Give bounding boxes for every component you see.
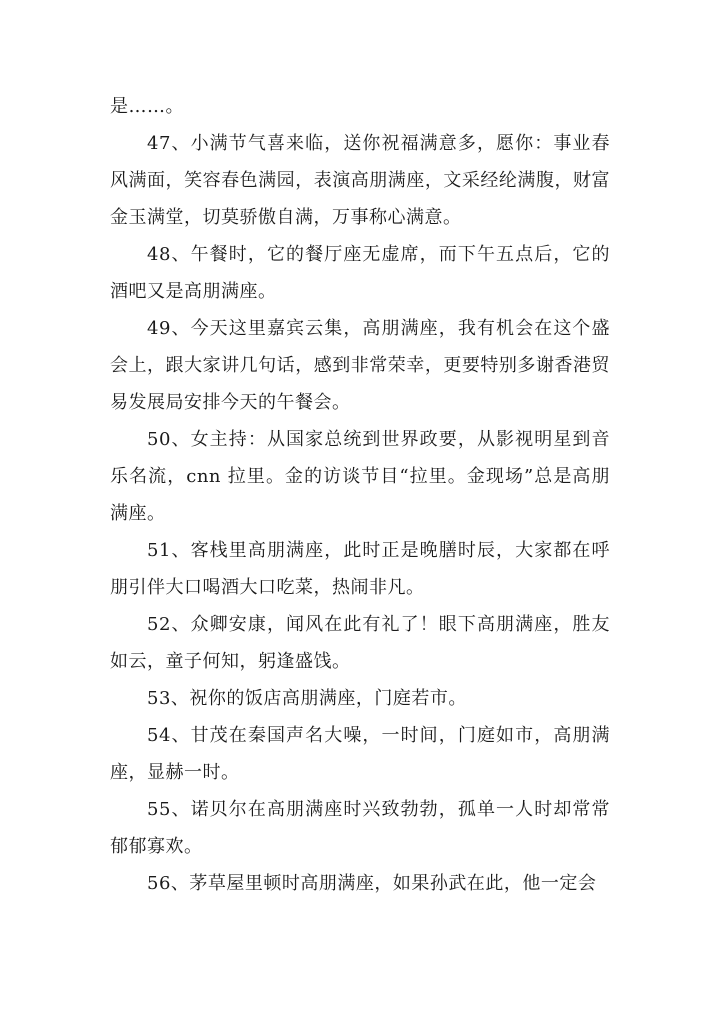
paragraph-53: 53、祝你的饭店高朋满座，门庭若市。: [147, 688, 467, 709]
paragraph-54: 54、甘茂在秦国声名大噪，一时间，门庭如市，高朋满座，显赫一时。: [110, 725, 610, 783]
paragraph-55: 55、诺贝尔在高朋满座时兴致勃勃，孤单一人时却常常郁郁寡欢。: [110, 799, 610, 857]
paragraph-50: 50、女主持：从国家总统到世界政要，从影视明星到音乐名流，cnn 拉里。金的访谈节目“拉里。金现场”总是高朋满座。: [110, 429, 610, 524]
paragraph-47: 47、小满节气喜来临，送你祝福满意多，愿你：事业春风满面，笑容春色满园，表演高朋满座，文采经纶满腹，财富金玉满堂，切莫骄傲自满，万事称心满意。: [110, 133, 610, 228]
paragraph-49: 49、今天这里嘉宾云集，高朋满座，我有机会在这个盛会上，跟大家讲几句话，感到非常荣幸，更要特别多谢香港贸易发展局安排今天的午餐会。: [110, 318, 610, 413]
paragraph-51: 51、客栈里高朋满座，此时正是晚膳时辰，大家都在呼朋引伴大口喝酒大口吃菜，热闹非凡。: [110, 540, 610, 598]
paragraph-56: 56、茅草屋里顿时高朋满座，如果孙武在此，他一定会: [147, 873, 597, 894]
paragraph-continuation: 是……。: [110, 96, 184, 117]
paragraph-48: 48、午餐时，它的餐厅座无虚席，而下午五点后，它的酒吧又是高朋满座。: [110, 244, 610, 302]
document-body: [110, 88, 610, 902]
paragraph-52: 52、众卿安康，闻风在此有礼了！眼下高朋满座，胜友如云，童子何知，躬逢盛饯。: [110, 614, 610, 672]
